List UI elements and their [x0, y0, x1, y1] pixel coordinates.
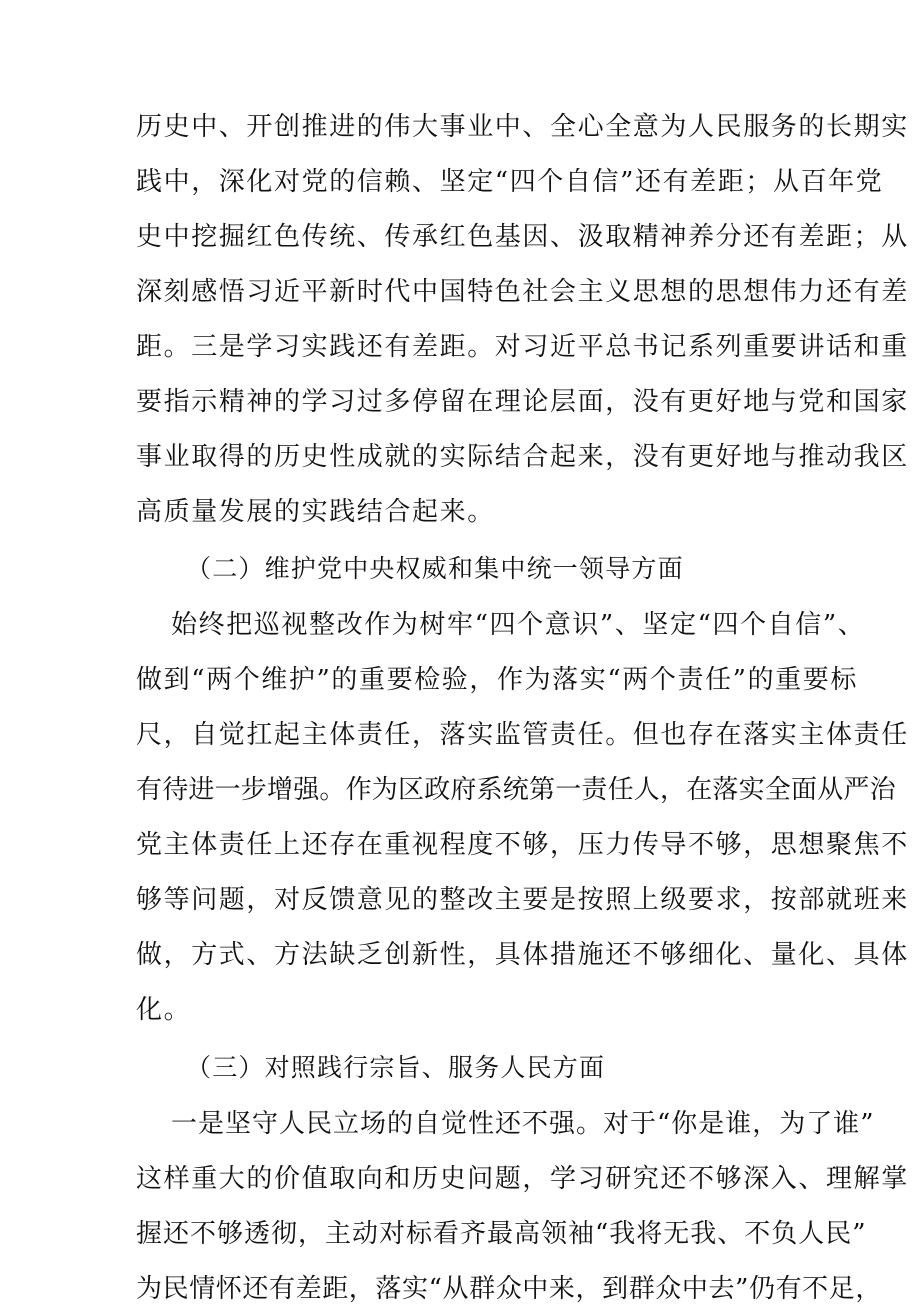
paragraph-line: 为民情怀还有差距，落实“从群众中来，到群众中去”仍有不足， [136, 1274, 882, 1304]
paragraph-line: 一是坚守人民立场的自觉性还不强。对于“你是谁，为了谁” [171, 1109, 875, 1139]
paragraph-line: 践中，深化对党的信赖、坚定“四个自信”还有差距；从百年党 [136, 167, 884, 197]
paragraph-line: 做，方式、方法缺乏创新性，具体措施还不够细化、量化、具体 [136, 940, 909, 970]
paragraph-line: 够等问题，对反馈意见的整改主要是按照上级要求，按部就班来 [136, 885, 909, 915]
section-heading-3: （三）对照践行宗旨、服务人民方面 [186, 1053, 606, 1082]
paragraph-line: 握还不够透彻，主动对标看齐最高领袖“我将无我、不负人民” [136, 1219, 867, 1249]
paragraph-line: 党主体责任上还存在重视程度不够，压力传导不够，思想聚焦不 [136, 830, 909, 860]
section-heading-2: （二）维护党中央权威和集中统一领导方面 [186, 554, 684, 583]
paragraph-line: 事业取得的历史性成就的实际结合起来，没有更好地与推动我区 [136, 442, 909, 472]
paragraph-line: 要指示精神的学习过多停留在理论层面，没有更好地与党和国家 [136, 387, 909, 417]
paragraph-line: 有待进一步增强。作为区政府系统第一责任人，在落实全面从严治 [136, 775, 896, 805]
paragraph-line: 距。三是学习实践还有差距。对习近平总书记系列重要讲话和重 [136, 332, 909, 362]
paragraph-line: 尺，自觉扛起主体责任，落实监管责任。但也存在落实主体责任 [136, 720, 909, 750]
paragraph-line: 史中挖掘红色传统、传承红色基因、汲取精神养分还有差距；从 [136, 222, 909, 252]
paragraph-line: 这样重大的价值取向和历史问题，学习研究还不够深入、理解掌 [136, 1164, 909, 1194]
paragraph-line: 高质量发展的实践结合起来。 [136, 497, 495, 527]
paragraph-line: 深刻感悟习近平新时代中国特色社会主义思想的思想伟力还有差 [136, 277, 909, 307]
paragraph-line: 始终把巡视整改作为树牢“四个意识”、坚定“四个自信”、 [171, 610, 866, 640]
paragraph-line: 化。 [136, 995, 192, 1025]
paragraph-line: 做到“两个维护”的重要检验，作为落实“两个责任”的重要标 [136, 665, 858, 695]
paragraph-line: 历史中、开创推进的伟大事业中、全心全意为人民服务的长期实 [136, 112, 909, 142]
